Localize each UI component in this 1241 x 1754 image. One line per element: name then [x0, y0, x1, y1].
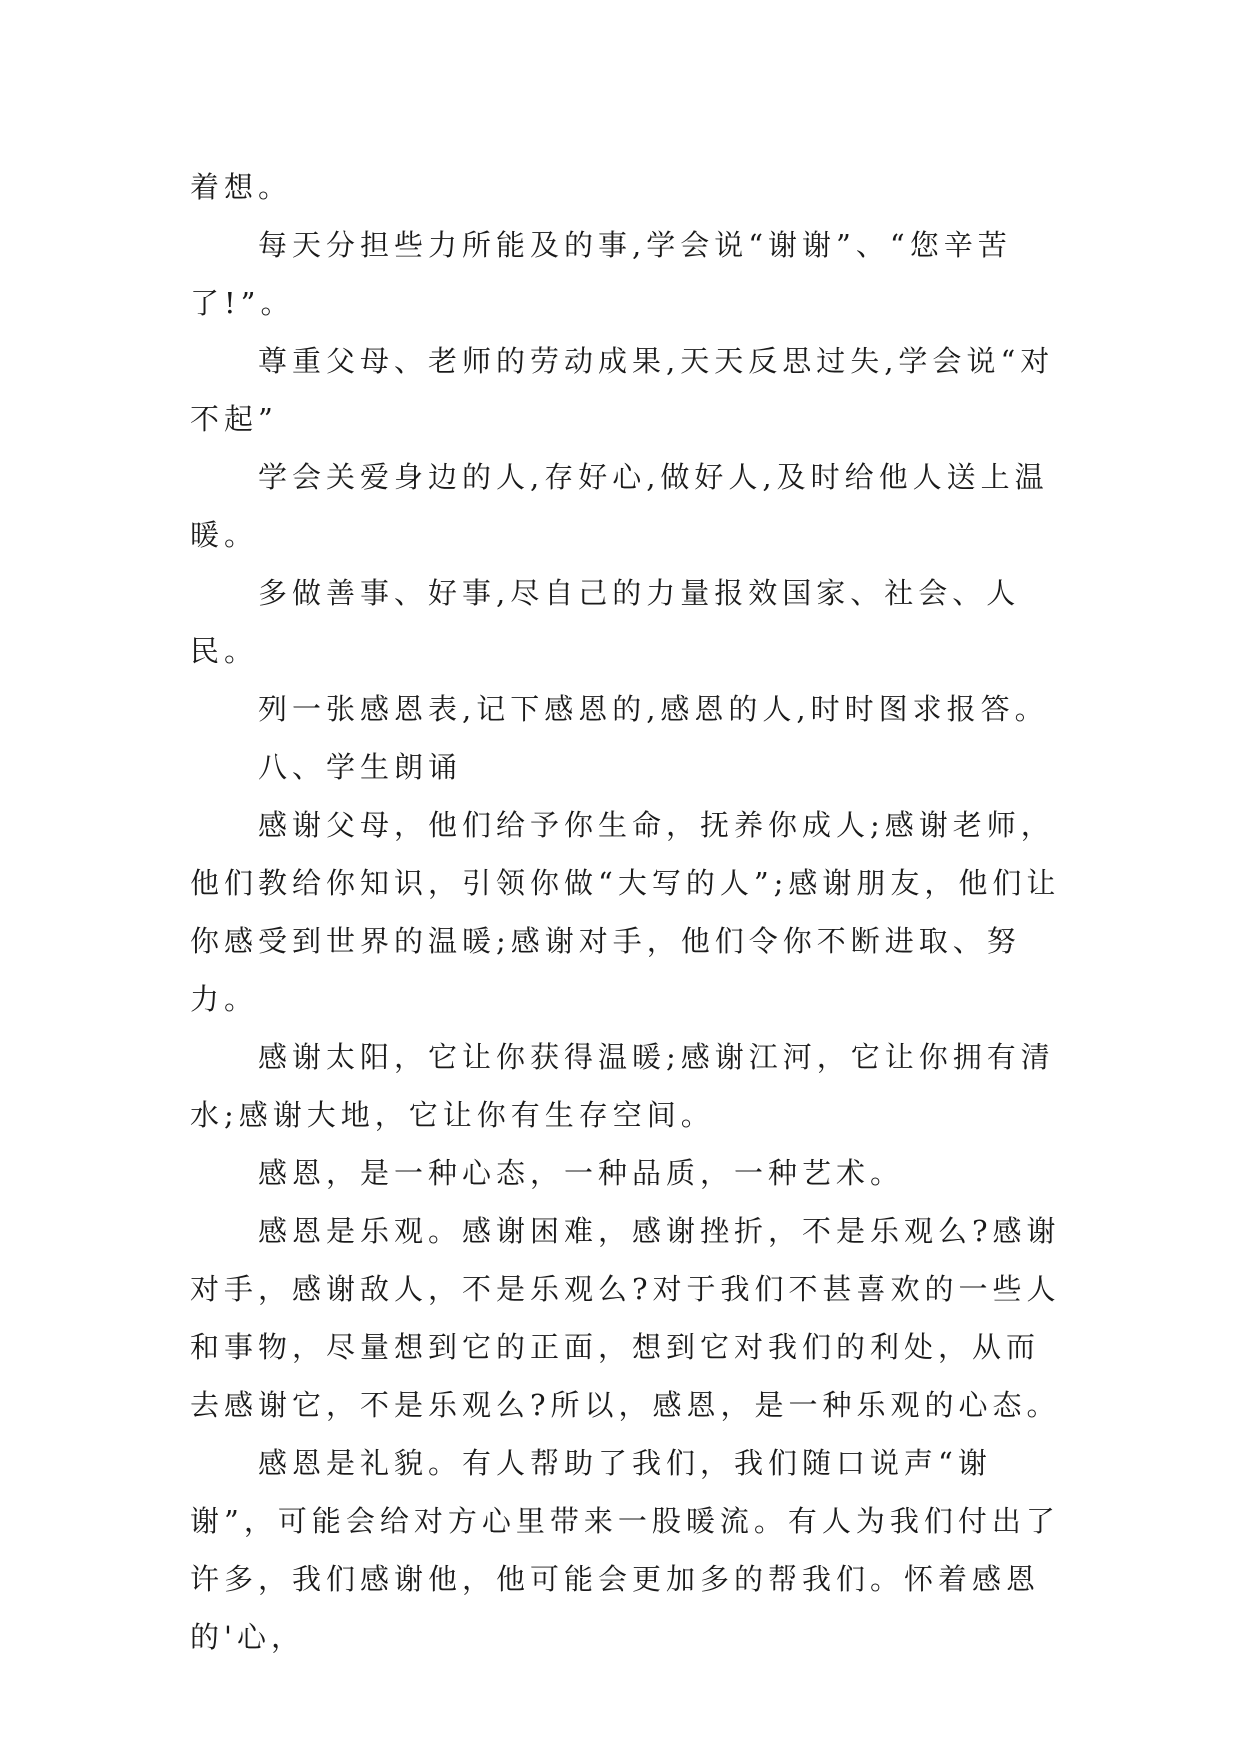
- paragraph-gratitude-courtesy: 感恩是礼貌。有人帮助了我们，我们随口说声“谢谢”，可能会给对方心里带来一股暖流。有人为我们付出了许多，我们感谢他，他可能会更加多的帮我们。怀着感恩的'心，: [190, 1446, 1060, 1654]
- document-body: [190, 158, 1070, 1666]
- paragraph-continuation: 着想。: [190, 170, 293, 204]
- paragraph-gratitude-list: 列一张感恩表,记下感恩的,感恩的人,时时图求报答。: [258, 692, 1049, 726]
- paragraph-thank-nature: 感谢太阳，它让你获得温暖;感谢江河，它让你拥有清水;感谢大地，它让你有生存空间。: [190, 1040, 1055, 1132]
- paragraph-care-others: 学会关爱身边的人,存好心,做好人,及时给他人送上温暖。: [190, 460, 1049, 552]
- paragraph-share-chores: 每天分担些力所能及的事,学会说“谢谢”、“您辛苦了!”。: [190, 228, 1012, 320]
- paragraph-gratitude-attitude: 感恩，是一种心态，一种品质，一种艺术。: [258, 1156, 905, 1190]
- paragraph-gratitude-optimism: 感恩是乐观。感谢困难，感谢挫折，不是乐观么?感谢对手，感谢敌人，不是乐观么?对于我们不甚喜欢的一些人和事物，尽量想到它的正面，想到它对我们的利处，从而去感谢它，不是乐观么?所以，感恩，是一种乐观的心态。: [190, 1214, 1061, 1422]
- paragraph-thank-parents: 感谢父母，他们给予你生命，抚养你成人;感谢老师，他们教给你知识，引领你做“大写的人”;感谢朋友，他们让你感受到世界的温暖;感谢对手，他们令你不断进取、努力。: [190, 808, 1061, 1016]
- section-heading-recitation: 八、学生朗诵: [258, 750, 463, 784]
- paragraph-respect-labor: 尊重父母、老师的劳动成果,天天反思过失,学会说“对不起”: [190, 344, 1055, 436]
- paragraph-good-deeds: 多做善事、好事,尽自己的力量报效国家、社会、人民。: [190, 576, 1021, 668]
